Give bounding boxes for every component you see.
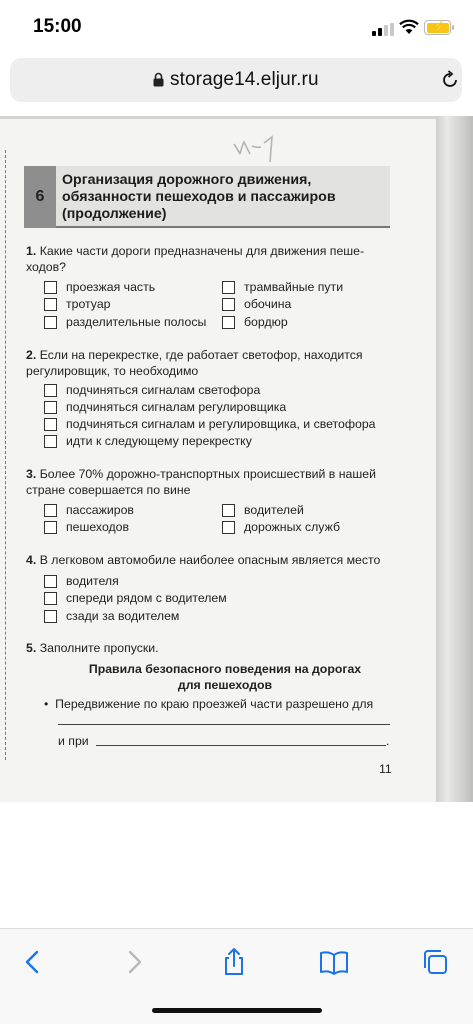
lock-icon bbox=[153, 72, 164, 87]
option-label: пешеходов bbox=[66, 520, 130, 534]
checkbox[interactable] bbox=[222, 298, 235, 311]
rules-title-line-2: для пешеходов bbox=[177, 678, 273, 692]
question-4 bbox=[26, 553, 396, 569]
option-q1-2[interactable] bbox=[222, 279, 343, 295]
checkbox[interactable] bbox=[44, 401, 57, 414]
forward-icon[interactable] bbox=[119, 947, 149, 977]
rules-bullet bbox=[44, 697, 394, 713]
wifi-icon bbox=[399, 19, 419, 35]
option-label: трамвайные пути bbox=[244, 280, 344, 294]
section-title: Организация дорожного движения, обязанности пешеходов и пассажиров (продолжение) bbox=[62, 172, 336, 222]
option-q4-3[interactable] bbox=[44, 608, 179, 624]
fill-suffix: . bbox=[386, 734, 390, 748]
option-q4-2[interactable] bbox=[44, 590, 227, 606]
option-label: проезжая часть bbox=[66, 280, 156, 294]
question-1 bbox=[26, 244, 390, 275]
cellular-signal-icon bbox=[372, 23, 394, 36]
url-text[interactable]: storage14.eljur.ru bbox=[170, 69, 319, 90]
rules-title-line-1: Правила безопасного поведения на дорогах bbox=[88, 662, 362, 676]
handwritten-mark bbox=[228, 134, 280, 164]
question-number: 1. bbox=[26, 244, 37, 258]
option-label: пассажиров bbox=[66, 503, 134, 517]
option-q3-3[interactable] bbox=[44, 519, 129, 535]
bullet-text: Передвижение по краю проезжей части разрешено для bbox=[55, 697, 374, 711]
question-number: 4. bbox=[26, 553, 37, 567]
option-label: подчиняться сигналам и регулировщика, и светофора bbox=[66, 417, 376, 431]
question-3 bbox=[26, 467, 390, 498]
home-indicator[interactable] bbox=[152, 1008, 322, 1013]
back-icon[interactable] bbox=[18, 947, 48, 977]
option-q1-6[interactable] bbox=[222, 314, 288, 330]
checkbox[interactable] bbox=[44, 592, 57, 605]
bullet-dot: • bbox=[44, 697, 56, 711]
option-q1-3[interactable] bbox=[44, 296, 111, 312]
section-number: 6 bbox=[24, 166, 56, 228]
option-label: тротуар bbox=[66, 297, 111, 311]
option-q2-2[interactable] bbox=[44, 399, 286, 415]
reload-icon[interactable] bbox=[440, 70, 460, 90]
checkbox[interactable] bbox=[44, 435, 57, 448]
option-label: водителей bbox=[244, 503, 304, 517]
checkbox[interactable] bbox=[44, 575, 57, 588]
battery-icon: ⚡ bbox=[424, 20, 451, 35]
question-2 bbox=[26, 348, 390, 379]
question-number: 2. bbox=[26, 348, 37, 362]
checkbox[interactable] bbox=[44, 610, 57, 623]
fill-line-1[interactable] bbox=[58, 724, 390, 725]
checkbox[interactable] bbox=[44, 504, 57, 517]
question-text: Более 70% дорожно-транспортных происшествий в нашей стране совершается по вине bbox=[26, 467, 376, 497]
checkbox[interactable] bbox=[44, 281, 57, 294]
option-label: подчиняться сигналам регулировщика bbox=[66, 400, 287, 414]
checkbox[interactable] bbox=[44, 316, 57, 329]
option-q2-1[interactable] bbox=[44, 382, 260, 398]
option-q3-2[interactable] bbox=[222, 502, 304, 518]
option-label: обочина bbox=[244, 297, 292, 311]
option-label: бордюр bbox=[244, 315, 288, 329]
page-number: 11 bbox=[379, 762, 392, 776]
checkbox[interactable] bbox=[222, 316, 235, 329]
question-text: Заполните пропуски. bbox=[39, 641, 159, 655]
option-label: водителя bbox=[66, 574, 119, 588]
page-edge-shadow bbox=[436, 116, 473, 802]
option-q1-4[interactable] bbox=[222, 296, 291, 312]
question-5 bbox=[26, 641, 390, 657]
status-bar bbox=[0, 0, 473, 50]
page-top-border bbox=[0, 116, 473, 119]
question-number: 5. bbox=[26, 641, 37, 655]
option-q2-4[interactable] bbox=[44, 433, 252, 449]
cut-line bbox=[5, 150, 6, 760]
question-number: 3. bbox=[26, 467, 37, 481]
question-text: Если на перекрестке, где работает светофор, находится регулировщик, то необходимо bbox=[26, 348, 363, 378]
checkbox[interactable] bbox=[222, 521, 235, 534]
fill-line-2[interactable] bbox=[96, 745, 386, 746]
question-text: Какие части дороги предназначены для движения пеше-ходов? bbox=[26, 244, 365, 274]
checkbox[interactable] bbox=[222, 504, 235, 517]
option-label: идти к следующему перекрестку bbox=[66, 434, 252, 448]
option-q1-5[interactable] bbox=[44, 314, 206, 330]
checkbox[interactable] bbox=[222, 281, 235, 294]
option-label: спереди рядом с водителем bbox=[66, 591, 227, 605]
option-q3-4[interactable] bbox=[222, 519, 340, 535]
bookmarks-icon[interactable] bbox=[319, 947, 349, 977]
option-q4-1[interactable] bbox=[44, 573, 119, 589]
address-bar[interactable] bbox=[10, 58, 462, 102]
option-label: дорожных служб bbox=[244, 520, 340, 534]
checkbox[interactable] bbox=[44, 298, 57, 311]
checkbox[interactable] bbox=[44, 418, 57, 431]
checkbox[interactable] bbox=[44, 521, 57, 534]
option-label: разделительные полосы bbox=[66, 315, 207, 329]
share-icon[interactable] bbox=[219, 947, 249, 977]
fill-prefix: и при bbox=[58, 734, 89, 748]
option-q2-3[interactable] bbox=[44, 416, 376, 432]
checkbox[interactable] bbox=[44, 384, 57, 397]
option-q3-1[interactable] bbox=[44, 502, 134, 518]
tabs-icon[interactable] bbox=[420, 947, 450, 977]
status-time: 15:00 bbox=[33, 16, 82, 37]
option-label: сзади за водителем bbox=[66, 609, 180, 623]
option-label: подчиняться сигналам светофора bbox=[66, 383, 261, 397]
option-q1-1[interactable] bbox=[44, 279, 155, 295]
question-text: В легковом автомобиле наиболее опасным является место bbox=[39, 553, 381, 567]
battery-cap bbox=[452, 25, 454, 30]
